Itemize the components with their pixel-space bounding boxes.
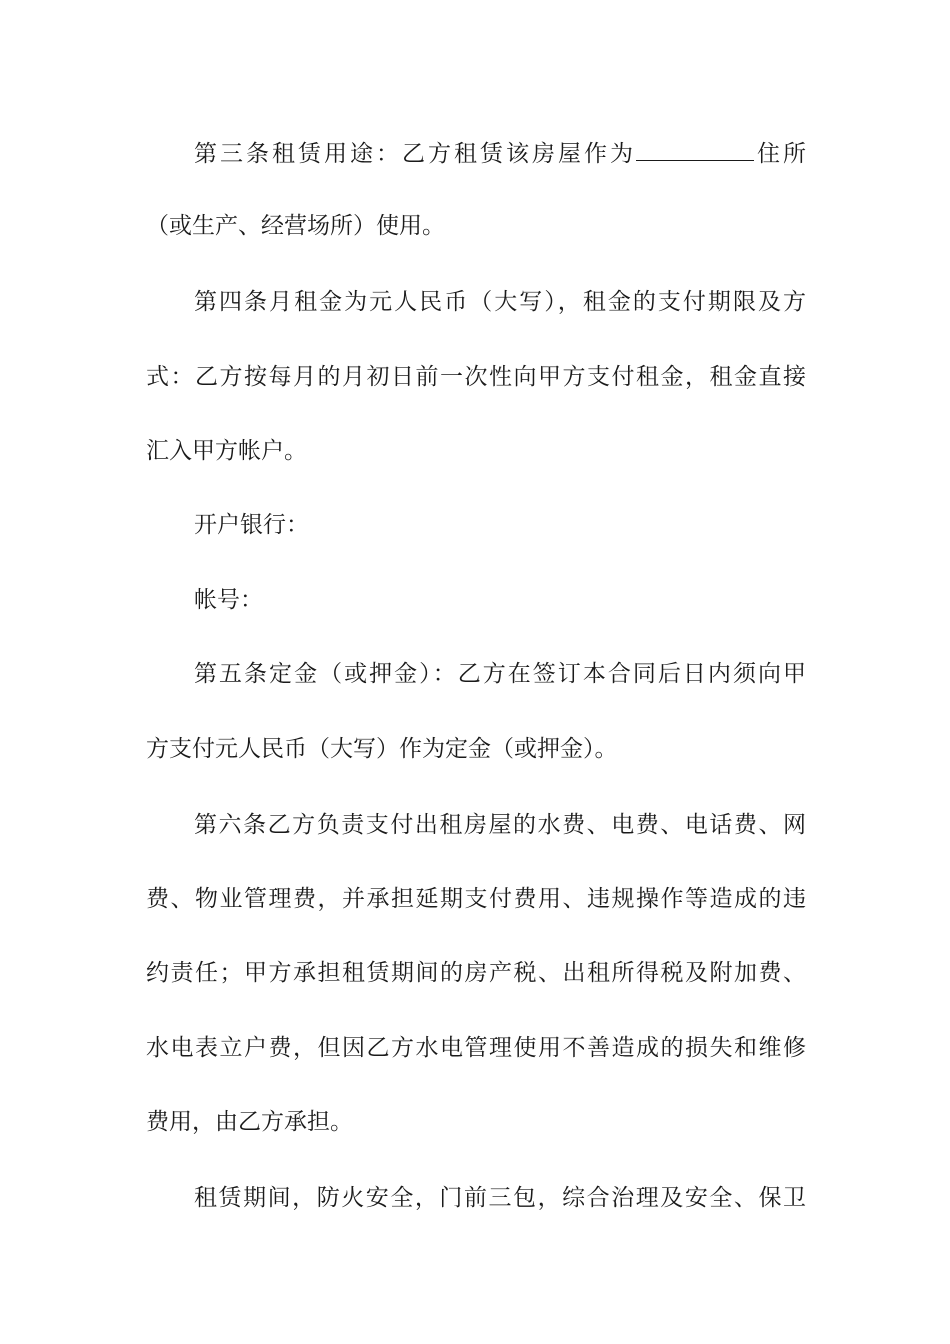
article-3-text: 第三条租赁用途：乙方租赁该房屋作为 <box>194 141 636 167</box>
article-3-text-end: 住所 <box>754 141 806 167</box>
paragraph-line: 方支付元人民币（大写）作为定金（或押金）。 <box>146 736 618 762</box>
paragraph-line-article-5: 第五条定金（或押金）：乙方在签订本合同后日内须向甲 <box>194 661 806 687</box>
account-label: 帐号： <box>194 587 263 613</box>
paragraph-line: （或生产、经营场所）使用。 <box>146 213 445 239</box>
paragraph-line: 费用，由乙方承担。 <box>146 1109 353 1135</box>
paragraph-line: 汇入甲方帐户。 <box>146 438 307 464</box>
paragraph-line: 约责任；甲方承担租赁期间的房产税、出租所得税及附加费、 <box>146 960 806 986</box>
paragraph-line: 水电表立户费，但因乙方水电管理使用不善造成的损失和维修 <box>146 1035 806 1061</box>
bank-label: 开户银行： <box>194 512 309 538</box>
fill-in-blank <box>636 138 754 161</box>
paragraph-line-article-6: 第六条乙方负责支付出租房屋的水费、电费、电话费、网 <box>194 812 806 838</box>
paragraph-line: 费、物业管理费，并承担延期支付费用、违规操作等造成的违 <box>146 886 806 912</box>
paragraph-line: 式：乙方按每月的月初日前一次性向甲方支付租金，租金直接 <box>146 364 806 390</box>
paragraph-line-article-3 <box>194 138 806 169</box>
paragraph-line-article-4: 第四条月租金为元人民币（大写），租金的支付期限及方 <box>194 289 806 315</box>
paragraph-line-lease-period: 租赁期间，防火安全，门前三包，综合治理及安全、保卫 <box>194 1185 806 1211</box>
